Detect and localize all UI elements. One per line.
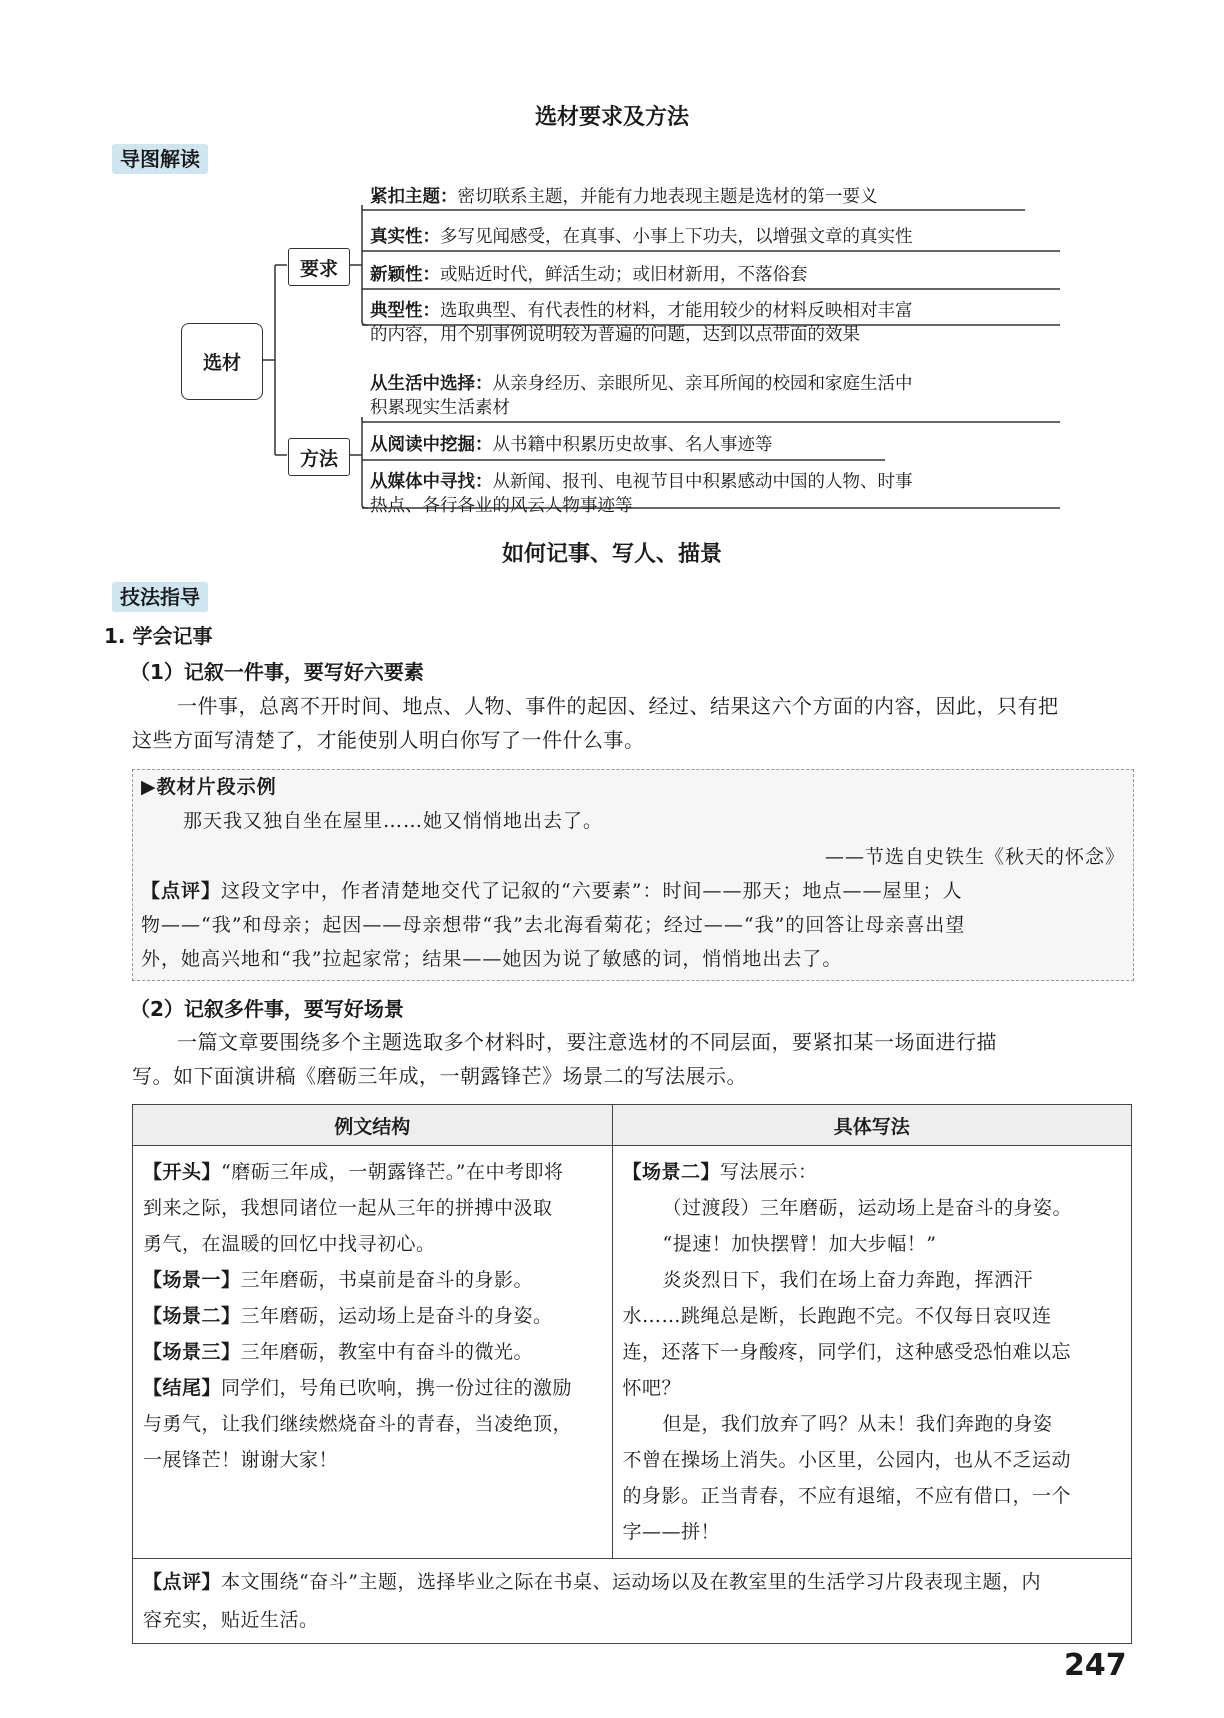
paragraph-six-elements: 一件事，总离不开时间、地点、人物、事件的起因、经过、结果这六个方面的内容，因此，只有把 这些方面写清楚了，才能使别人明白你写了一件什么事。 [132,694,1059,752]
table-line: （过渡段）三年磨砺，运动场上是奋斗的身姿。 [662,1197,1073,1219]
table-line: 【场景二】三年磨砺，运动场上是奋斗的身姿。 [143,1305,553,1327]
mindmap-req-item: 新颖性：或贴近时代，鲜活生动；或旧材新用，不落俗套 [370,265,808,285]
mindmap-method-item: 从生活中选择：从亲身经历、亲眼所见、亲耳所闻的校园和家庭生活中 [370,374,913,394]
tag-guide-map: 导图解读 [112,144,208,174]
table-cell-structure [133,1146,613,1559]
example-heading: ▶教材片段示例 [141,776,277,798]
table-line: 【场景一】三年磨砺，书桌前是奋斗的身影。 [143,1269,534,1291]
paragraph-scenes: 一篇文章要围绕多个主题选取多个材料时，要注意选材的不同层面，要紧扣某一场面进行描 写。如下面演讲稿《磨砺三年成，一朝露锋芒》场景二的写法展示。 [132,1030,997,1088]
example-source: ——节选自史铁生《秋天的怀念》 [824,846,1125,868]
table-line: 字——拼！ [622,1521,721,1543]
mindmap-req-item-cont: 的内容，用个别事例说明较为普遍的问题，达到以点带面的效果 [370,325,860,345]
example-review-line: 【点评】这段文字中，作者清楚地交代了记叙的“六要素”：时间——那天；地点——屋里；人 [141,880,963,902]
heading-learn-narration: 1. 学会记事 [104,624,213,648]
subheading-scenes: （2）记叙多件事，要写好场景 [130,997,404,1021]
mindmap-method-item-cont: 热点、各行各业的风云人物事迹等 [370,496,633,516]
table-line: “提速！加快摆臂！加大步幅！” [662,1233,937,1255]
textbook-example-box [132,769,1134,981]
mindmap-branch-methods: 方法 [288,438,350,476]
table-line: 【场景三】三年磨砺，教室中有奋斗的微光。 [143,1341,534,1363]
example-review-line: 外，她高兴地和“我”拉起家常；结果——她因为说了敏感的词，悄悄地出去了。 [141,948,843,970]
mindmap-req-item: 典型性：选取典型、有代表性的材料，才能用较少的材料反映相对丰富 [370,301,913,321]
table-line: 一展锋芒！谢谢大家！ [143,1449,339,1471]
table-line: 水……跳绳总是断，长跑跑不完。不仅每日哀叹连 [622,1305,1052,1327]
mindmap-branch-requirements: 要求 [288,248,350,286]
section-title-2: 如何记事、写人、描景 [501,542,722,567]
table-line: 不曾在操场上消失。小区里，公园内，也从不乏运动 [622,1449,1072,1471]
table-line: 连，还落下一身酸疼，同学们，这种感受恐怕难以忘 [622,1341,1072,1363]
table-cell-method [612,1146,1131,1559]
table-line: 炎炎烈日下，我们在场上奋力奔跑，挥洒汗 [662,1269,1034,1291]
table-header-structure: 例文结构 [133,1105,613,1146]
table-review-note: 【点评】本文围绕“奋斗”主题，选择毕业之际在书桌、运动场以及在教室里的生活学习片段表现主题，内 容充实，贴近生活。 [133,1559,1132,1644]
table-line: 到来之际，我想同诸位一起从三年的拼搏中汲取 [143,1197,553,1219]
table-line: 与勇气，让我们继续燃烧奋斗的青春，当凌绝顶， [143,1413,573,1435]
table-header-method: 具体写法 [612,1105,1131,1146]
table-line: 的身影。正当青春，不应有退缩，不应有借口，一个 [622,1485,1072,1507]
example-review-line: 物——“我”和母亲；起因——母亲想带“我”去北海看菊花；经过——“我”的回答让母亲喜出望 [141,914,966,936]
page-number: 247 [1064,1648,1127,1683]
table-line: 【结尾】同学们，号角已吹响，携一份过往的激励 [143,1377,573,1399]
mindmap-method-item: 从阅读中挖掘：从书籍中积累历史故事、名人事迹等 [370,435,773,455]
table-line: 勇气，在温暖的回忆中找寻初心。 [143,1233,436,1255]
mindmap-method-item: 从媒体中寻找：从新闻、报刊、电视节目中积累感动中国的人物、时事 [370,472,913,492]
tag-technique-guide: 技法指导 [112,582,208,612]
mindmap-req-item: 紧扣主题：密切联系主题，并能有力地表现主题是选材的第一要义 [370,187,878,207]
example-structure-table [132,1104,1132,1644]
mindmap-req-item: 真实性：多写见闻感受，在真事、小事上下功夫，以增强文章的真实性 [370,227,913,247]
example-text: 那天我又独自坐在屋里……她又悄悄地出去了。 [183,810,604,832]
table-line: 怀吧？ [622,1377,682,1399]
table-line: 【开头】“磨砺三年成，一朝露锋芒。”在中考即将 [143,1161,564,1183]
subheading-six-elements: （1）记叙一件事，要写好六要素 [130,660,424,684]
mindmap-root: 选材 [181,323,263,400]
table-line: 【场景二】写法展示： [622,1161,818,1183]
mindmap-method-item-cont: 积累现实生活素材 [370,398,510,418]
table-line: 但是，我们放弃了吗？从未！我们奔跑的身姿 [662,1413,1053,1435]
section-title-1: 选材要求及方法 [534,105,689,130]
